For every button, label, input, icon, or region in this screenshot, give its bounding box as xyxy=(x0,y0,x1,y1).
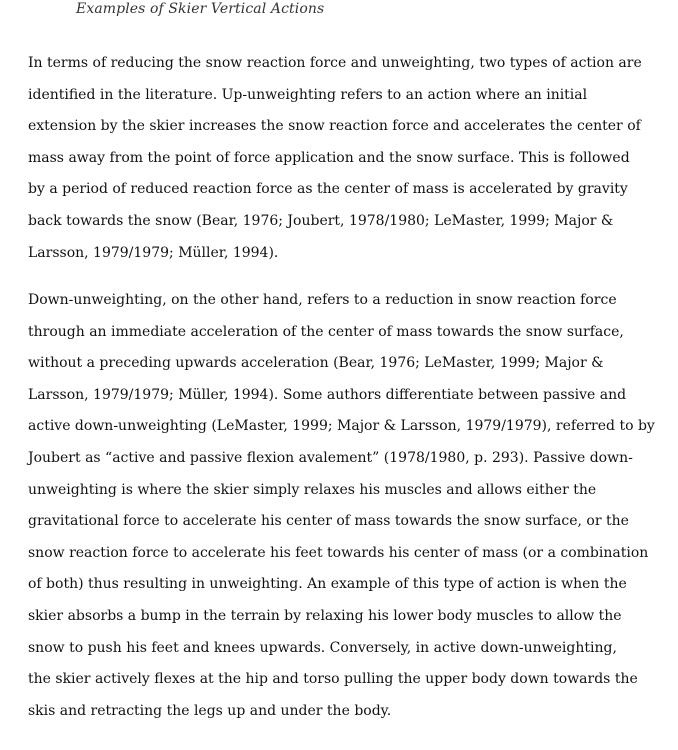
text-line: the skier actively flexes at the hip and torso pulling the upper body down towards the xyxy=(28,671,638,688)
text-line: unweighting is where the skier simply relaxes his muscles and allows either the xyxy=(28,481,597,498)
text-line: gravitational force to accelerate his center of mass towards the snow surface, or the xyxy=(28,513,629,530)
text-line: active down-unweighting (LeMaster, 1999; Major & Larsson, 1979/1979), referred to by xyxy=(28,418,655,435)
text-line: identified in the literature. Up-unweighting refers to an action where an initial xyxy=(28,86,588,103)
paragraph-down-unweighting xyxy=(28,285,655,727)
section-heading: Examples of Skier Vertical Actions xyxy=(76,1,325,17)
text-line: snow to push his feet and knees upwards. Conversely, in active down-unweighting, xyxy=(28,639,617,656)
text-line: by a period of reduced reaction force as the center of mass is accelerated by gravity xyxy=(28,181,628,198)
text-line: skier absorbs a bump in the terrain by relaxing his lower body muscles to allow the xyxy=(28,607,622,624)
text-line: mass away from the point of force application and the snow surface. This is followed xyxy=(28,149,630,166)
text-line: extension by the skier increases the snow reaction force and accelerates the center of xyxy=(28,118,641,135)
text-line: In terms of reducing the snow reaction force and unweighting, two types of action are xyxy=(28,55,642,71)
text-line: Joubert as “active and passive flexion avalement” (1978/1980, p. 293). Passive down- xyxy=(28,449,633,466)
text-line: Larsson, 1979/1979; Müller, 1994). xyxy=(28,244,279,261)
paragraph-up-unweighting xyxy=(28,48,642,269)
text-line: Down-unweighting, on the other hand, refers to a reduction in snow reaction force xyxy=(28,292,617,308)
text-line: through an immediate acceleration of the center of mass towards the snow surface, xyxy=(28,323,624,340)
text-line: snow reaction force to accelerate his feet towards his center of mass (or a combination xyxy=(28,544,649,561)
text-line: back towards the snow (Bear, 1976; Joubert, 1978/1980; LeMaster, 1999; Major & xyxy=(28,212,614,229)
text-line: without a preceding upwards acceleration (Bear, 1976; LeMaster, 1999; Major & xyxy=(28,355,604,372)
text-line: skis and retracting the legs up and under the body. xyxy=(28,702,392,719)
text-line: Larsson, 1979/1979; Müller, 1994). Some authors differentiate between passive and xyxy=(28,386,627,403)
text-line: of both) thus resulting in unweighting. An example of this type of action is when the xyxy=(28,576,627,593)
